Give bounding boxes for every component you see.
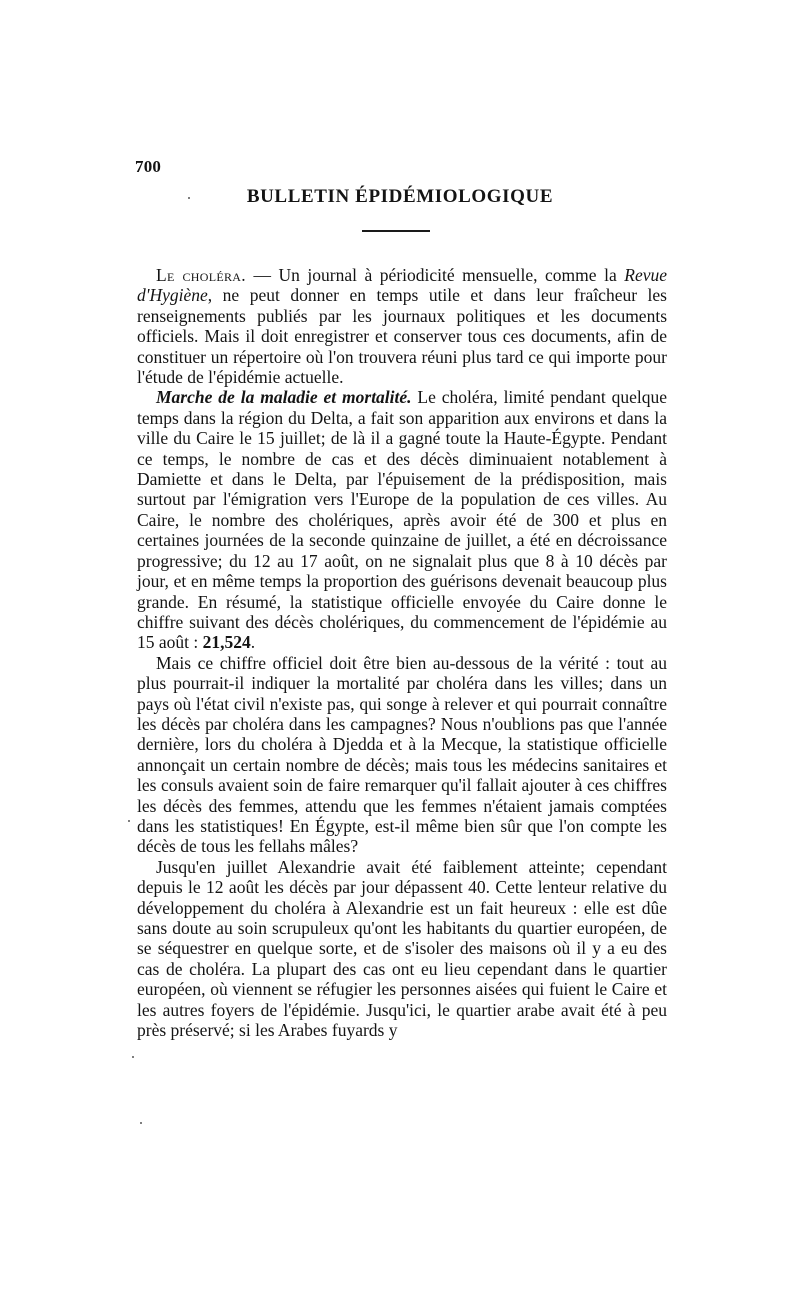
section-title: BULLETIN ÉPIDÉMIOLOGIQUE [246,186,554,207]
paragraph-alexandria: Jusqu'en juillet Alexandrie avait été faiblement atteinte; cependant depuis le 12 août les décès par jour dépassent 40. Cette lenteur relative du développement du choléra à Alexandrie est un fait heureux : elle est dûe sans doute au soin scrupuleux qu'ont les habitants du quartier européen, de se séquestrer en quelque sorte, et de s'isoler des maisons où il y a eu des cas de choléra. La plupart des cas ont eu lieu cependant dans le quartier européen, où viennent se réfugier les personnes aisées qui fuient le Caire et les autres foyers de l'épidémie. Jusqu'ici, le quartier arabe avait été à peu près préservé; si les Arabes fuyards y [137,856,667,1041]
death-total: 21,524 [202,632,251,653]
paragraph-march-mortality [137,387,667,652]
print-speck [128,820,130,822]
paragraph-text: . [250,632,256,653]
title-rule-divider [362,230,430,232]
article-body [137,265,667,1040]
paragraph-official-figures: Mais ce chiffre officiel doit être bien au-dessous de la vérité : tout au plus pourrait-il indiquer la mortalité par choléra dans les villes; dans un pays où l'état civil n'existe pas, qui songe à relever et qui pourrait connaître les décès par choléra dans les campagnes? Nous n'oublions pas que l'année dernière, lors du choléra à Djedda et à la Mecque, la statistique officielle annonçait un certain nombre de décès; mais tous les médecins sanitaires et les consuls avaient soin de faire remarquer qu'il fallait ajouter à ces chiffres les décès des femmes, attendu que les femmes n'étaient jamais comptées dans les statistiques! En Égypte, est-il même bien sûr que l'on compte les décès de tous les fellahs mâles? [137,652,667,857]
subheading-march-mortality: Marche de la maladie et mortalité. [156,387,412,408]
paragraph-cholera-intro [137,265,667,387]
print-speck [140,1122,142,1124]
paragraph-text: , ne peut donner en temps utile et dans leur fraîcheur les renseignements publiés par les journaux politiques et les documents officiels. Mais il doit enregistrer et conserver tous ces documents, afin de constituer un répertoire où l'on trouvera réuni plus tard ce qui importe pour l'étude de l'épidémie actuelle. [137,285,667,388]
paragraph-text: — Un journal à périodicité mensuelle, comme la [245,265,625,285]
print-speck [132,1056,134,1058]
print-speck [188,197,190,199]
page-number: 700 [135,157,162,176]
paragraph-text: Le choléra, limité pendant quelque temps dans la région du Delta, a fait son apparition aux environs et dans la ville du Caire le 15 juillet; de là il a gagné toute la Haute-Égypte. Pendant ce temps, le nombre de cas et des décès diminuaient notablement à Damiette et dans le Delta, par l'épuisement de la prédisposition, mais surtout par l'émigration vers l'Europe de la population de ces villes. Au Caire, le nombre des cholériques, après avoir été de 300 et plus en certaines journées de la seconde quinzaine de juillet, a été en décroissance progressive; du 12 au 17 août, on ne signalait plus que 8 à 10 décès par jour, et en même temps la proportion des guérisons devenait beaucoup plus grande. En résumé, la statistique officielle envoyée du Caire donne le chiffre suivant des décès cholériques, du commencement de l'épidémie au 15 août : [137,387,667,653]
journal-name: Revue d'Hygiène [137,265,667,306]
lead-in-cholera: Le choléra. [156,265,246,285]
